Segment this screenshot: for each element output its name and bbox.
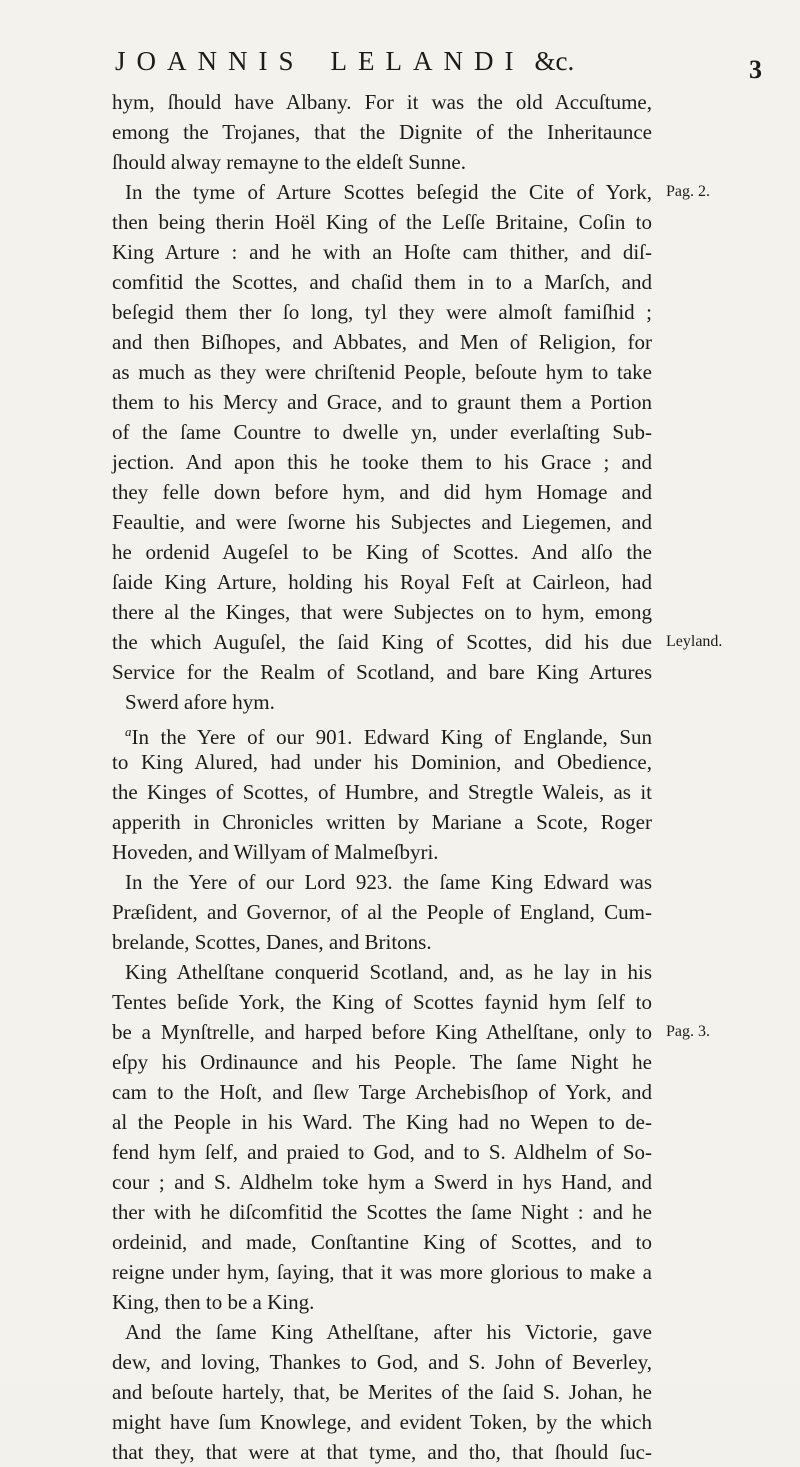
text-line: to King Alured, had under his Dominion, and Obedience, xyxy=(112,750,652,774)
footnote-marker: a xyxy=(125,724,132,739)
text-line: ther with he diſcomfitid the Scottes the ſame Night : and he xyxy=(112,1200,652,1224)
text-line: emong the Trojanes, that the Dignite of the Inheritaunce xyxy=(112,120,652,144)
text-line: beſegid them ther ſo long, tyl they were almoſt famiſhid ; xyxy=(112,300,652,324)
text-line: them to his Mercy and Grace, and to graunt them a Portion xyxy=(112,390,652,414)
text-line: brelande, Scottes, Danes, and Britons. xyxy=(112,930,432,954)
text-line: In the Yere of our Lord 923. the ſame King Edward was xyxy=(125,870,652,894)
text-line: Swerd afore hym. xyxy=(125,690,275,714)
running-head-etc: &c. xyxy=(534,46,575,76)
text-line: fend hym ſelf, and praied to God, and to S. Aldhelm of So- xyxy=(112,1140,652,1164)
text-line: he ordenid Augeſel to be King of Scottes. And alſo the xyxy=(112,540,652,564)
text-line: might have ſum Knowlege, and evident Token, by the which xyxy=(112,1410,652,1434)
text-line: hym, ſhould have Albany. For it was the old Accuſtume, xyxy=(112,90,652,114)
text-line: And the ſame King Athelſtane, after his Victorie, gave xyxy=(125,1320,652,1344)
text-line: comfitid the Scottes, and chaſid them in to a Marſch, and xyxy=(112,270,652,294)
margin-note-leyland: Leyland. xyxy=(666,633,723,650)
text-line: cour ; and S. Aldhelm toke hym a Swerd in hys Hand, and xyxy=(112,1170,652,1194)
text-line: ordeinid, and made, Conſtantine King of Scottes, and to xyxy=(112,1230,652,1254)
running-head-lelandi: LELANDI xyxy=(330,46,525,76)
text-line: King, then to be a King. xyxy=(112,1290,315,1314)
text-line: jection. And apon this he tooke them to his Grace ; and xyxy=(112,450,652,474)
text-line: Præſident, and Governor, of al the People of England, Cum- xyxy=(112,900,652,924)
text-line: apperith in Chronicles written by Mariane a Scote, Roger xyxy=(112,810,652,834)
text-line: as much as they were chriſtenid People, beſoute hym to take xyxy=(112,360,652,384)
running-head xyxy=(115,46,675,77)
margin-note-pag-2: Pag. 2. xyxy=(666,183,710,200)
text-line: al the People in his Ward. The King had no Wepen to de- xyxy=(112,1110,652,1134)
page-number: 3 xyxy=(749,55,762,84)
text-line: King Athelſtane conquerid Scotland, and, as he lay in his xyxy=(125,960,652,984)
text-line: they felle down before hym, and did hym Homage and xyxy=(112,480,652,504)
text-line-content: In the Yere of our 901. Edward King of Englande, Sun xyxy=(131,725,652,749)
text-line: there al the Kinges, that were Subjectes on to hym, emong xyxy=(112,600,652,624)
running-head-joannis: JOANNIS xyxy=(115,46,305,76)
text-line: that they, that were at that tyme, and tho, that ſhould ſuc- xyxy=(112,1440,652,1464)
text-line: King Arture : and he with an Hoſte cam thither, and diſ- xyxy=(112,240,652,264)
text-line: the Kinges of Scottes, of Humbre, and Stregtle Waleis, as it xyxy=(112,780,652,804)
text-line: then being therin Hoël King of the Leſſe Britaine, Coſin to xyxy=(112,210,652,234)
text-line: and beſoute hartely, that, be Merites of the ſaid S. Johan, he xyxy=(112,1380,652,1404)
text-line: Feaultie, and were ſworne his Subjectes and Liegemen, and xyxy=(112,510,652,534)
text-line: dew, and loving, Thankes to God, and S. John of Beverley, xyxy=(112,1350,652,1374)
text-line: Service for the Realm of Scotland, and bare King Artures xyxy=(112,660,652,684)
text-line: cam to the Hoſt, and ſlew Targe Archebisſhop of York, and xyxy=(112,1080,652,1104)
margin-note-pag-3: Pag. 3. xyxy=(666,1023,710,1040)
text-line: and then Biſhopes, and Abbates, and Men of Religion, for xyxy=(112,330,652,354)
text-line: ſaide King Arture, holding his Royal Feſt at Cairleon, had xyxy=(112,570,652,594)
text-line: Hoveden, and Willyam of Malmeſbyri. xyxy=(112,840,439,864)
text-line: ſhould alway remayne to the eldeſt Sunne. xyxy=(112,150,466,174)
text-line: In the tyme of Arture Scottes beſegid the Cite of York, xyxy=(125,180,652,204)
text-line: be a Mynſtrelle, and harped before King Athelſtane, only to xyxy=(112,1020,652,1044)
text-line: reigne under hym, ſaying, that it was more glorious to make a xyxy=(112,1260,652,1284)
text-line xyxy=(125,717,652,747)
text-line: Tentes beſide York, the King of Scottes faynid hym ſelf to xyxy=(112,990,652,1014)
text-line: eſpy his Ordinaunce and his People. The ſame Night he xyxy=(112,1050,652,1074)
text-line: of the ſame Countre to dwelle yn, under everlaſting Sub- xyxy=(112,420,652,444)
text-line: the which Auguſel, the ſaid King of Scottes, did his due xyxy=(112,630,652,654)
